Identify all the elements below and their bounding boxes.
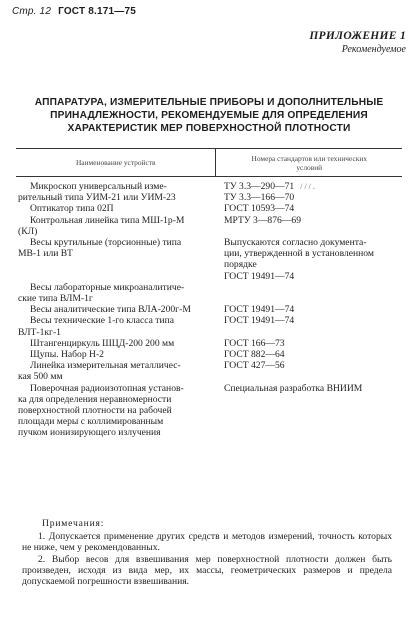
device-line: Поверочная радиоизотопная установ- <box>30 382 184 394</box>
standard-line <box>224 293 402 304</box>
device-line <box>18 259 216 270</box>
standard-line: ции, утвержденной в установленном <box>224 248 374 260</box>
device-line: МВ-1 или ВТ <box>18 248 73 260</box>
device-line: ка для определения неравномерности <box>18 393 172 405</box>
standard-line: ТУ 3.3—166—70 <box>224 192 295 204</box>
device-line: Линейка измерительная металличес- <box>30 360 181 372</box>
device-line: Оптикатор типа 02П <box>30 203 114 215</box>
device-line: рительный типа УИМ-21 или УИМ-23 <box>18 192 176 204</box>
notes-title: Примечания: <box>42 518 105 529</box>
device-line: площади меры с коллимированным <box>18 416 164 428</box>
standard-line: Специальная разработка ВНИИМ <box>224 382 363 394</box>
device-line: Весы технические 1-го класса типа <box>30 315 175 327</box>
standard-line <box>224 226 402 237</box>
standard-line: ГОСТ 19491—74 <box>224 304 295 316</box>
standard-line: Выпускаются согласно документа- <box>224 237 367 249</box>
note-item: 2. Выбор весов для взвешивания мер поверхностной плотности должен быть произведен, исходя из вида мер, их массы, геометрических размеров и предела допускаемой погрешности взвешивания. <box>22 553 392 588</box>
device-line: кая 500 мм <box>18 371 63 383</box>
standard-line: ГОСТ 10593—74 <box>224 203 295 215</box>
standard-line: ГОСТ 882—64 <box>224 349 285 361</box>
standard-line <box>224 371 402 382</box>
appendix-subtitle: Рекомендуемое <box>341 44 406 55</box>
device-line: ские типа ВЛМ-1г <box>18 293 93 305</box>
title-line: ПРИНАДЛЕЖНОСТИ, РЕКОМЕНДУЕМЫЕ ДЛЯ ОПРЕДЕЛЕНИЯ <box>50 110 368 121</box>
document-title <box>14 96 404 135</box>
device-line: Весы крутильные (торсионные) типа <box>30 237 182 249</box>
standard-line: ГОСТ 19491—74 <box>224 270 295 282</box>
header-devices: Наименование устройств <box>75 158 156 167</box>
equipment-table <box>16 148 402 439</box>
device-line: Штангенциркуль ШЦД-200 200 мм <box>30 337 175 349</box>
device-line: Микроскоп универсальный изме- <box>30 181 167 192</box>
device-line: Весы лабораторные микроаналитиче- <box>30 281 185 293</box>
device-line: ВЛТ-1кг-1 <box>18 326 61 338</box>
standard-line <box>224 181 402 192</box>
device-line: Контрольная линейка типа МШ-1р-М <box>30 214 185 226</box>
standard-line: порядке <box>224 259 257 271</box>
appendix-label <box>309 30 406 55</box>
devices-column <box>16 181 216 439</box>
standard-line: МРТУ 3—876—69 <box>224 214 302 226</box>
appendix-title: ПРИЛОЖЕНИЕ 1 <box>309 30 406 42</box>
device-line: Щупы. Набор Н-2 <box>30 349 104 361</box>
note-item: 1. Допускается применение других средств и методов измерений, точность которых не ниже, чем у рекомендованных. <box>22 531 392 554</box>
header-standards <box>215 149 402 176</box>
page-header <box>12 6 136 17</box>
standard-ref: ТУ 3.3—290—71 <box>224 181 295 192</box>
standards-column <box>216 181 402 439</box>
handwritten-mark: / / / . <box>300 182 315 191</box>
table-header <box>16 149 402 176</box>
device-line: (КЛ) <box>18 225 38 237</box>
standard-line: ГОСТ 427—56 <box>224 360 285 372</box>
device-line: пучком ионизирующего излучения <box>18 427 161 439</box>
device-line: поверхностной плотности на рабочей <box>18 405 172 417</box>
notes-section <box>22 518 392 587</box>
standard-line <box>224 282 402 293</box>
standard-number: ГОСТ 8.171—75 <box>58 6 137 17</box>
standard-line: ГОСТ 19491—74 <box>224 315 295 327</box>
header-standards-line: условий <box>296 162 323 172</box>
title-line: АППАРАТУРА, ИЗМЕРИТЕЛЬНЫЕ ПРИБОРЫ И ДОПОЛНИТЕЛЬНЫЕ <box>34 97 384 108</box>
table-body <box>16 177 402 439</box>
title-line: ХАРАКТЕРИСТИК МЕР ПОВЕРХНОСТНОЙ ПЛОТНОСТИ <box>67 123 351 134</box>
standard-line: ГОСТ 166—73 <box>224 337 285 349</box>
standard-line <box>224 327 402 338</box>
header-standards-line: Номера стандартов или технических <box>251 153 367 163</box>
page-number: Стр. 12 <box>12 6 52 17</box>
device-line: Весы аналитические типа ВЛА-200г-М <box>30 304 191 316</box>
device-line <box>18 271 216 282</box>
